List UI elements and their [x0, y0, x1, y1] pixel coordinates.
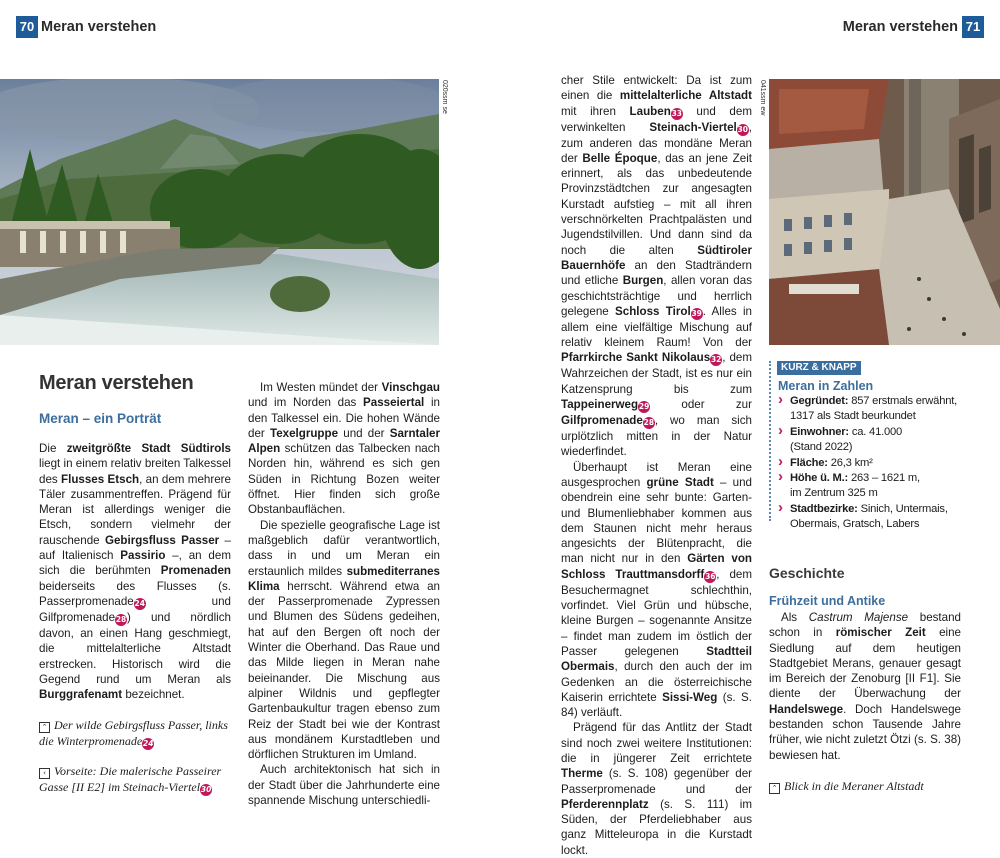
right-photo-credit: 041ssm ew [759, 80, 766, 116]
left-page-number: 70 [16, 16, 38, 38]
text-column-4 [769, 610, 961, 763]
caption-old-town: ⌃ Blick in die Meraner Altstadt [769, 778, 969, 794]
map-marker-badge[interactable]: 24 [142, 739, 154, 748]
right-page-number: 71 [962, 16, 984, 38]
fact-item: › Gegründet: 857 erstmals erwähnt, 1317 als Stadt beurkundet [778, 394, 978, 425]
info-box-rule [769, 361, 771, 521]
text-column-1 [39, 441, 231, 702]
section-subtitle: Meran – ein Porträt [39, 411, 162, 426]
map-marker-badge[interactable]: 36 [705, 571, 716, 581]
history-subtitle: Frühzeit und Antike [769, 594, 886, 608]
fact-item: › Stadtbezirke: Sinich, Untermais, Obermais, Gratsch, Labers [778, 502, 978, 533]
info-box-title: Meran in Zahlen [778, 379, 874, 393]
paragraph: Auch architektonisch hat sich in der Stadt über die Jahrhunderte eine spannende Mischung unterschiedli- [248, 763, 440, 808]
map-marker-badge[interactable]: 24 [134, 598, 145, 608]
paragraph: Überhaupt ist Meran eine ausgesprochen grüne Stadt – und obendrein eine sehr bunte: Garten- und Blumenliebhaber kommen aus dem Staunen nicht mehr heraus angesichts der Blütenpracht, die man nicht nur in den Gärten von Schloss Trauttmansdorff36, dem Besuchermagnet schlechthin, vorfindet. Viel Grün und hübsche, kleine Burgen – sogenannte Ansitze – findet man zudem im östlich der Passer gelegenen Stadtteil Obermais, durch den auch der im Gedenken an die österreichische Kaiserin errichtete Sissi-Weg (s. S. 84) verläuft. [561, 460, 753, 720]
left-photo-credit: 020ssm se [441, 80, 448, 114]
fact-item: › Einwohner: ca. 41.000 (Stand 2022) [778, 425, 978, 456]
fact-item: › Höhe ü. M.: 263 – 1621 m, im Zentrum 325 m [778, 471, 978, 502]
paragraph: Die zweitgrößte Stadt Südtirols liegt in einem relativ breiten Talkessel des Flusses Etsch, an dem mehrere Täler zusammentreffen. Prägend für Meran ist allerdings weniger die Etsch, sondern vielmehr der rauschende Gebirgsfluss Passer – auf Italienisch Passirio –, an dem sich die berühmten Promenaden beiderseits des Flusses (s. Passerpromenade24 und Gilfpromenade28) und nördlich davon, an einen Hang geschmiegt, die mittelalterliche Altstadt erstrecken. Historisch wird die Gegend rund um Meran als Burggrafenamt bezeichnet. [39, 442, 231, 702]
old-town-photo [769, 79, 1000, 345]
paragraph: Als Castrum Majense bestand schon in römischer Zeit eine Siedlung auf dem heutigen Stadtgebiet Merans, genauer gesagt im Bereich der Zenoburg [II F1]. Sie diente der Überwachung der Handelswege. Doch Handelswege bestanden schon Tausende Jahre früher, wie nicht zuletzt Ötzi (s. S. 38) bewiesen hat. [769, 611, 962, 762]
caption-arrow-icon: ⌃ [39, 722, 50, 733]
caption-arrow-icon: ⌃ [769, 783, 780, 794]
info-box-label: KURZ & KNAPP [777, 361, 861, 375]
facts-list [778, 394, 978, 533]
history-title: Geschichte [769, 565, 845, 581]
fact-item: › Fläche: 26,3 km² [778, 456, 978, 471]
map-marker-badge[interactable]: 33 [671, 108, 682, 118]
map-marker-badge[interactable]: 28 [115, 614, 127, 624]
paragraph: Prägend für das Antlitz der Stadt sind noch zwei weitere Institutionen: die in jüngerer Zeit errichtete Therme (s. S. 108) gegenüber der Passerpromenade und der Pferderennplatz (s. S. 111) im Süden, der Pferdeliebhaber aus ganz Mitteleuropa in die Kurstadt lockt. [561, 721, 752, 857]
map-marker-badge[interactable]: 30 [200, 785, 212, 794]
map-marker-badge[interactable]: 30 [737, 124, 748, 134]
section-title: Meran verstehen [39, 372, 194, 394]
map-marker-badge[interactable]: 29 [638, 402, 650, 412]
paragraph: Die spezielle geografische Lage ist maßgeblich dafür verantwortlich, dass in und um Meran ein erstaunlich mildes submediterranes Klima herrscht. Während etwa an der Passerpromenade Zypressen und Blumen des Südens gedeihen, hat auf den Bergen oft noch der Winter die Oberhand. Das Raue und das Milde liegen in Meran nahe beieinander. Die Mischung aus alpiner Wildnis und gepflegter Gartenbaukultur tragen ebenso zum Reiz der Stadt bei wie der Kontrast aus mondänem Kurstadtleben und dörflichen Strukturen im Umland. [248, 518, 440, 762]
left-running-title: Meran verstehen [41, 19, 157, 35]
text-column-2 [248, 380, 440, 808]
passer-river-photo [0, 79, 439, 345]
caption-previous-page: ‹ Vorseite: Die malerische Passeirer Gasse [II E2] im Steinach-Viertel30 [39, 764, 222, 794]
map-marker-badge[interactable]: 39 [691, 308, 702, 318]
map-marker-badge[interactable]: 32 [710, 355, 722, 365]
right-running-title: Meran verstehen [842, 19, 958, 35]
caption-arrow-icon: ‹ [39, 768, 50, 779]
paragraph: Im Westen mündet der Vinschgau und im Norden das Passeiertal in den Talkessel ein. Die hohen Wände der Texelgruppe und der Sarntaler Alpen schützen das Talbecken nach Norden hin, während es sich gen Süden in Richtung Bozen weiter öffnet. Hier finden sich große Obstanbauflächen. [248, 381, 441, 517]
map-marker-badge[interactable]: 28 [643, 418, 655, 428]
caption-river: ⌃ Der wilde Gebirgsfluss Passer, links die Winterpromenade24 [39, 718, 228, 748]
paragraph: cher Stile entwickelt: Da ist zum einen die mittelalterliche Altstadt mit ihren Lauben33 und dem verwinkelten Steinach-Viertel30, zum anderen das mondäne Meran der Belle Époque, das an jene Zeit erinnert, als das unbedeutende Provinzstädtchen zur angesagten Kurstadt aufstieg – mit all ihren verschnörkelten Prachtpalästen und Jugendstilvillen. Und dann sind da noch die alten Südtiroler Bauernhöfe an den Stadträndern und etliche Burgen, allen voran das geschichtsträchtige und herrlich gelegene Schloss Tirol39. Alles in allem eine vielfältige Mischung auf relativ kleinem Raum! Von der Pfarrkirche Sankt Nikolaus32, dem Wahrzeichen der Stadt, ist es nur ein Katzensprung bis zum Tappeinerweg29 oder zur Gilfpromenade28, wo man sich urplötzlich mitten in der Natur wiederfindet. [561, 74, 753, 459]
text-column-3 [561, 73, 752, 858]
